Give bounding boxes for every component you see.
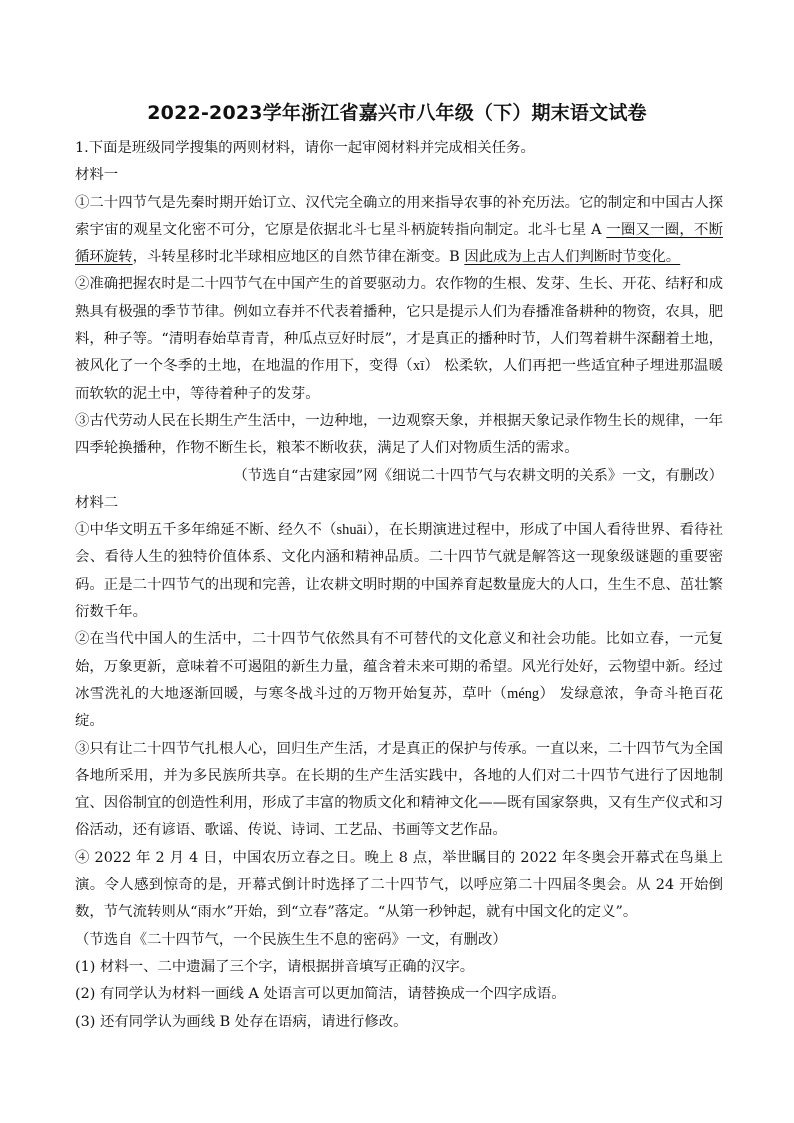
material2-paragraph-1 bbox=[75, 517, 723, 626]
pinyin-blank-meng: méng bbox=[507, 685, 540, 702]
material1-paragraph-2 bbox=[75, 271, 723, 407]
question-stem: 1.下面是班级同学搜集的两则材料，请你一起审阅材料并完成相关任务。 bbox=[75, 140, 535, 156]
material2-heading: 材料二 bbox=[75, 494, 119, 511]
material2-p1-text-b: ），在长期演进过程中，形成了中国人看待世界、看待社会、看待人生的独特价值体系、文化内涵和精神品质。二十四节气就是解答这一现象级谜题的重要密码。正是二十四节气的出现和完善，让农耕文明时期的中国养育起数量庞大的人口，生生不息、茁壮繁衍数千年。 bbox=[75, 522, 723, 621]
underline-b: 因此成为上古人们判断时节变化。 bbox=[464, 249, 681, 266]
material1-p1-text-b: ，斗转星移时北半球相应地区的自然节律在渐变。B bbox=[132, 249, 465, 266]
pinyin-blank-shuai: shuāi bbox=[336, 522, 367, 539]
material1-paragraph-1 bbox=[75, 190, 723, 272]
material1-p1-text-a: ①二十四节气是先秦时期开始订立、汉代完全确立的用来指导农事的补充历法。它的制定和中国古人探索宇宙的观星文化密不可分，它原是依据北斗七星斗柄旋转指向制定。北斗七星 A bbox=[75, 194, 723, 238]
material1-heading: 材料一 bbox=[75, 167, 119, 184]
material2-paragraph-2 bbox=[75, 626, 723, 735]
material2-paragraph-3: ③只有让二十四节气扎根人心，回归生产生活，才是真正的保护与传承。一直以来，二十四节气为全国各地所采用，并为多民族所共享。在长期的生产生活实践中，各地的人们对二十四节气进行了因地制宜、因俗制宜的创造性利用，形成了丰富的物质文化和精神文化——既有国家祭典，又有生产仪式和习俗活动，还有谚语、歌谣、传说、诗词、工艺品、书画等文艺作品。 bbox=[75, 740, 723, 839]
material2-paragraph-4: ④ 2022 年 2 月 4 日，中国农历立春之日。晚上 8 点，举世瞩目的 2022 年冬奥会开幕式在鸟巢上演。令人感到惊奇的是，开幕式倒计时选择了二十四节气，以呼应第二十四届冬奥会。从 24 开始倒数，节气流转则从“雨水”开始，到“立春”落定。“从第一秒钟起，就有中国文化的定义”。 bbox=[75, 849, 723, 921]
material2-source: （节选自《二十四节气，一个民族生生不息的密码》一文，有删改） bbox=[75, 931, 507, 948]
material1-paragraph-3: ③古代劳动人民在长期生产生活中，一边种地，一边观察天象，并根据天象记录作物生长的规律，一年四季轮换播种，作物不断生长，粮苯不断收获，满足了人们对物质生活的需求。 bbox=[75, 412, 723, 457]
material1-source: （节选自“古建家园”网《细说二十四节气与农耕文明的关系》一文，有删改） bbox=[233, 467, 723, 484]
task-3: (3) 还有同学认为画线 B 处存在语病，请进行修改。 bbox=[75, 1013, 408, 1030]
material2-p2-text-a: ②在当代中国人的生活中，二十四节气依然具有不可替代的文化意义和社会功能。比如立春，一元复始，万象更新，意味着不可遏阻的新生力量，蕴含着未来可期的希望。风光行处好，云物望中新。经过冰雪洗礼的大地逐渐回暖，与寒冬战斗过的万物开始复苏，草叶（ bbox=[75, 631, 723, 702]
exam-content bbox=[75, 135, 723, 1036]
pinyin-blank-xi: xī bbox=[413, 358, 425, 375]
task-1: (1) 材料一、二中遗漏了三个字，请根据拼音填写正确的汉字。 bbox=[75, 958, 475, 975]
material2-p1-text-a: ①中华文明五千多年绵延不断、经久不（ bbox=[75, 522, 337, 539]
material1-p2-text-b: ） 松柔软，人们再把一些适宜种子埋进那温暖而软软的泥土中，等待着种子的发芽。 bbox=[75, 358, 723, 402]
material2-p2-text-b: ） 发绿意浓，争奇斗艳百花绽。 bbox=[75, 685, 723, 730]
material1-p2-text-a: ②准确把握农时是二十四节气在中国产生的首要驱动力。农作物的生根、发芽、生长、开花、结籽和成熟具有极强的季节节律。例如立春并不代表着播种，它只是提示人们为春播准备耕种的物资，农具，肥料，种子等。“清明春始草青青，种瓜点豆好时辰”，才是真正的播种时节，人们驾着耕牛深翻着土地，被风化了一个冬季的土地，在地温的作用下，变得（ bbox=[75, 276, 723, 375]
underline-a: 一圈又一圈，不断循环旋转 bbox=[75, 221, 723, 266]
task-2: (2) 有同学认为材料一画线 A 处语言可以更加简洁，请替换成一个四字成语。 bbox=[75, 986, 566, 1003]
exam-title: 2022-2023学年浙江省嘉兴市八年级（下）期末语文试卷 bbox=[147, 102, 647, 124]
